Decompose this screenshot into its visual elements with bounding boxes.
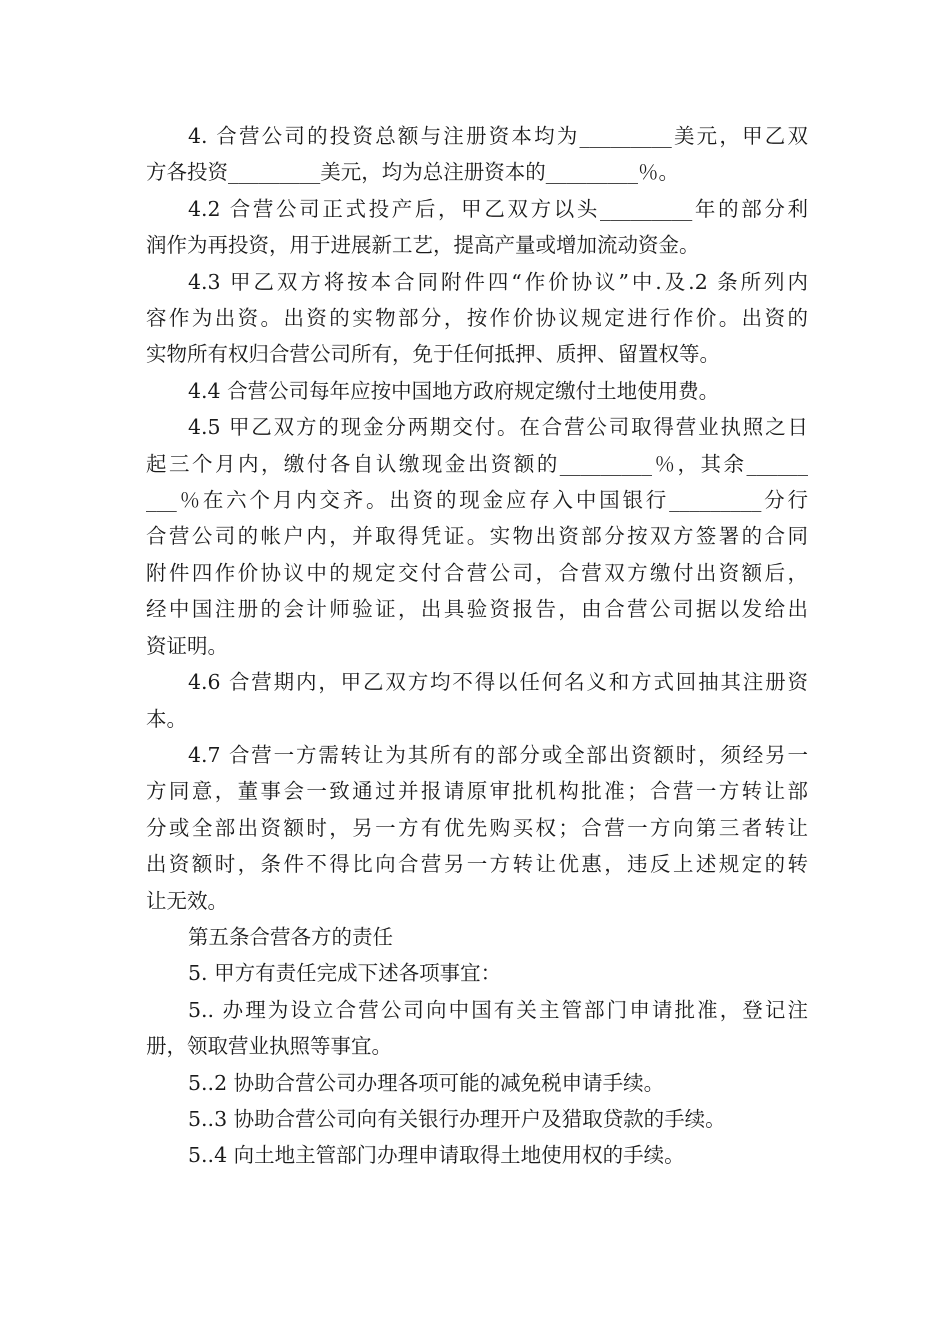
paragraph-p4-4 [146, 373, 808, 409]
paragraph-line: ___％在六个月内交齐。出资的现金应存入中国银行_________分行 [146, 488, 808, 513]
paragraph-line: 5.. 办理为设立合营公司向中国有关主管部门申请批准，登记注 [188, 997, 808, 1022]
paragraph-line: 实物所有权归合营公司所有，免于任何抵押、质押、留置权等。 [146, 342, 720, 367]
paragraph-line: 分或全部出资额时，另一方有优先购买权；合营一方向第三者转让 [146, 815, 808, 840]
paragraph-line: 合营公司的帐户内，并取得凭证。实物出资部分按双方签署的合同 [146, 524, 808, 549]
paragraph-p4-2 [146, 191, 808, 264]
paragraph-line: 方各投资_________美元，均为总注册资本的_________％。 [146, 160, 679, 185]
paragraph-line: 5..3 协助合营公司向有关银行办理开户及猎取贷款的手续。 [188, 1106, 726, 1131]
paragraph-line: 第五条合营各方的责任 [188, 924, 393, 949]
paragraph-line: 册，领取营业执照等事宜。 [146, 1034, 392, 1059]
paragraph-p4-6 [146, 664, 808, 737]
paragraph-p4-3 [146, 264, 808, 373]
paragraph-p4-7 [146, 737, 808, 919]
paragraph-line: 4.3 甲乙双方将按本合同附件四“作价协议”中.及.2 条所列内 [188, 269, 808, 294]
paragraph-p5-3 [146, 1101, 808, 1137]
paragraph-p5 [146, 955, 808, 991]
paragraph-line: 4.6 合营期内，甲乙双方均不得以任何名义和方式回抽其注册资 [188, 670, 808, 695]
paragraph-line: 5. 甲方有责任完成下述各项事宜： [188, 961, 502, 986]
paragraph-line: 5..2 协助合营公司办理各项可能的减免税申请手续。 [188, 1070, 665, 1095]
paragraph-line: 出资额时，条件不得比向合营另一方转让优惠，违反上述规定的转 [146, 852, 808, 877]
paragraph-line: 5..4 向土地主管部门办理申请取得土地使用权的手续。 [188, 1143, 685, 1168]
paragraph-p4-5 [146, 409, 808, 664]
paragraph-line: 起三个月内，缴付各自认缴现金出资额的_________％，其余______ [146, 451, 808, 476]
paragraph-art5-title [146, 919, 808, 955]
paragraph-line: 润作为再投资，用于进展新工艺，提高产量或增加流动资金。 [146, 233, 700, 258]
paragraph-line: 经中国注册的会计师验证，出具验资报告，由合营公司据以发给出 [146, 597, 808, 622]
paragraph-line: 4. 合营公司的投资总额与注册资本均为_________美元，甲乙双 [188, 124, 808, 148]
paragraph-line: 4.7 合营一方需转让为其所有的部分或全部出资额时，须经另一 [188, 742, 808, 767]
document-page [146, 118, 808, 1174]
paragraph-p5-1 [146, 992, 808, 1065]
paragraph-line: 4.4 合营公司每年应按中国地方政府规定缴付土地使用费。 [188, 378, 720, 403]
paragraph-line: 方同意，董事会一致通过并报请原审批机构批准；合营一方转让部 [146, 779, 808, 804]
paragraph-p5-4 [146, 1137, 808, 1173]
paragraph-line: 资证明。 [146, 633, 228, 658]
paragraph-line: 附件四作价协议中的规定交付合营公司，合营双方缴付出资额后， [146, 560, 808, 585]
paragraph-line: 4.2 合营公司正式投产后，甲乙双方以头_________年的部分利 [188, 196, 808, 221]
paragraph-line: 让无效。 [146, 888, 228, 913]
paragraph-line: 4.5 甲乙双方的现金分两期交付。在合营公司取得营业执照之日 [188, 415, 808, 440]
paragraph-line: 本。 [146, 706, 187, 731]
paragraph-p4-1 [146, 118, 808, 191]
paragraph-p5-2 [146, 1065, 808, 1101]
paragraph-line: 容作为出资。出资的实物部分，按作价协议规定进行作价。出资的 [146, 306, 808, 331]
